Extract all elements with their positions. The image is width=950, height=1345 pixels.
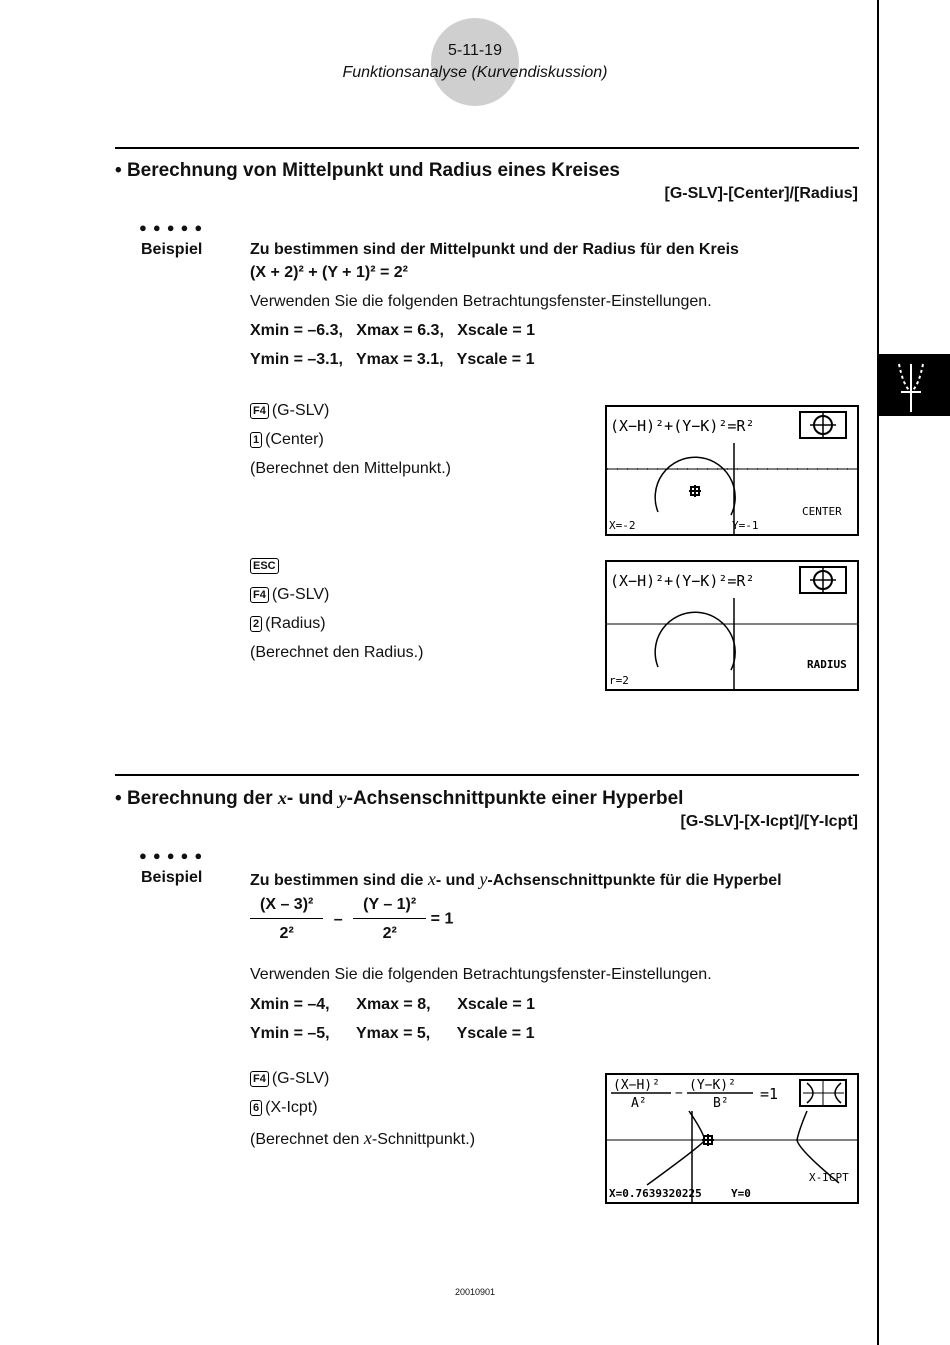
step-line: F4 (G-SLV) bbox=[250, 586, 329, 604]
svg-text:−: − bbox=[675, 1086, 683, 1101]
margin-line bbox=[877, 0, 879, 1345]
intercept-cursor bbox=[702, 1134, 714, 1146]
step-line: 6 (X-Icpt) bbox=[250, 1099, 318, 1117]
calculator-screen-radius bbox=[605, 560, 859, 691]
screen-formula bbox=[611, 1078, 778, 1111]
window-x-settings: Xmin = –6.3, Xmax = 6.3, Xscale = 1 bbox=[250, 322, 536, 339]
key-1: 1 bbox=[250, 432, 262, 448]
calculator-screen-center bbox=[605, 405, 859, 536]
section-title: • Berechnung von Mittelpunkt und Radius eines Kreises bbox=[115, 160, 620, 181]
screen-readout-x: X=0.7639320225 bbox=[609, 1187, 702, 1200]
page-number-badge bbox=[431, 18, 519, 106]
screen-readout: r=2 bbox=[609, 674, 629, 687]
chapter-title: Funktionsanalyse (Kurvendiskussion) bbox=[342, 64, 608, 81]
step-line: F4 (G-SLV) bbox=[250, 402, 329, 420]
screen-readout-x: X=-2 bbox=[609, 519, 636, 532]
page-number: 5-11-19 bbox=[448, 42, 502, 59]
step-note: (Berechnet den Radius.) bbox=[250, 644, 424, 661]
svg-text:=1: =1 bbox=[760, 1085, 779, 1103]
svg-text:(Y−K)²: (Y−K)² bbox=[689, 1078, 736, 1093]
example-dots: ●●●●● bbox=[139, 220, 209, 235]
f4-key: F4 bbox=[250, 587, 269, 603]
chapter-tab bbox=[879, 354, 950, 416]
section-divider bbox=[115, 147, 859, 149]
svg-text:A²: A² bbox=[631, 1096, 647, 1111]
screen-formula: (X−H)²+(Y−K)²=R² bbox=[610, 417, 755, 435]
section-title: • Berechnung der x- und y-Achsenschnittpunkte einer Hyperbel bbox=[115, 788, 684, 809]
footer-code: 20010901 bbox=[454, 1287, 496, 1297]
example-dots: ●●●●● bbox=[139, 848, 209, 863]
screen-readout-y: Y=-1 bbox=[732, 519, 759, 532]
center-cursor bbox=[689, 485, 701, 497]
svg-text:B²: B² bbox=[713, 1096, 729, 1111]
f4-key: F4 bbox=[250, 1071, 269, 1087]
window-intro: Verwenden Sie die folgenden Betrachtungsfenster-Einstellungen. bbox=[250, 966, 712, 983]
screen-mode-label: X-ICPT bbox=[809, 1171, 849, 1184]
step-line: F4 (G-SLV) bbox=[250, 1070, 329, 1088]
graph-solve-icon bbox=[879, 354, 950, 416]
example-label: Beispiel bbox=[141, 869, 203, 886]
step-line: 1 (Center) bbox=[250, 431, 324, 449]
section-command: [G-SLV]-[Center]/[Radius] bbox=[664, 185, 858, 202]
window-x-settings: Xmin = –4, Xmax = 8, Xscale = 1 bbox=[250, 996, 536, 1013]
window-y-settings: Ymin = –3.1, Ymax = 3.1, Yscale = 1 bbox=[250, 351, 535, 368]
esc-key: ESC bbox=[250, 558, 279, 574]
window-y-settings: Ymin = –5, Ymax = 5, Yscale = 1 bbox=[250, 1025, 535, 1042]
window-intro: Verwenden Sie die folgenden Betrachtungsfenster-Einstellungen. bbox=[250, 293, 712, 310]
f4-key: F4 bbox=[250, 403, 269, 419]
key-2: 2 bbox=[250, 616, 262, 632]
step-line: 2 (Radius) bbox=[250, 615, 326, 633]
step-line bbox=[250, 557, 282, 575]
screen-mode-label: CENTER bbox=[802, 505, 842, 518]
calculator-screen-xicpt bbox=[605, 1073, 859, 1204]
screen-mode-label: RADIUS bbox=[807, 658, 847, 671]
section-command: [G-SLV]-[X-Icpt]/[Y-Icpt] bbox=[680, 813, 858, 830]
section-divider bbox=[115, 774, 859, 776]
key-6: 6 bbox=[250, 1100, 262, 1116]
task-text: Zu bestimmen sind der Mittelpunkt und der Radius für den Kreis bbox=[250, 241, 739, 258]
step-note: (Berechnet den Mittelpunkt.) bbox=[250, 460, 451, 477]
example-label: Beispiel bbox=[141, 241, 203, 258]
step-note: (Berechnet den x-Schnittpunkt.) bbox=[250, 1128, 476, 1148]
task-text: Zu bestimmen sind die x- und y-Achsenschnittpunkte für die Hyperbel bbox=[250, 869, 782, 889]
circle-equation: (X + 2)² + (Y + 1)² = 2² bbox=[250, 264, 408, 281]
screen-readout-y: Y=0 bbox=[731, 1187, 751, 1200]
screen-formula: (X−H)²+(Y−K)²=R² bbox=[610, 572, 755, 590]
svg-text:(X−H)²: (X−H)² bbox=[613, 1078, 660, 1093]
hyperbola-equation: $\frac{\text{(X – 3)²}}{\text{2²}}$ – $\frac{\text{(Y – 1)²}}{\text{2²}}$ = 1 bbox=[250, 896, 453, 943]
